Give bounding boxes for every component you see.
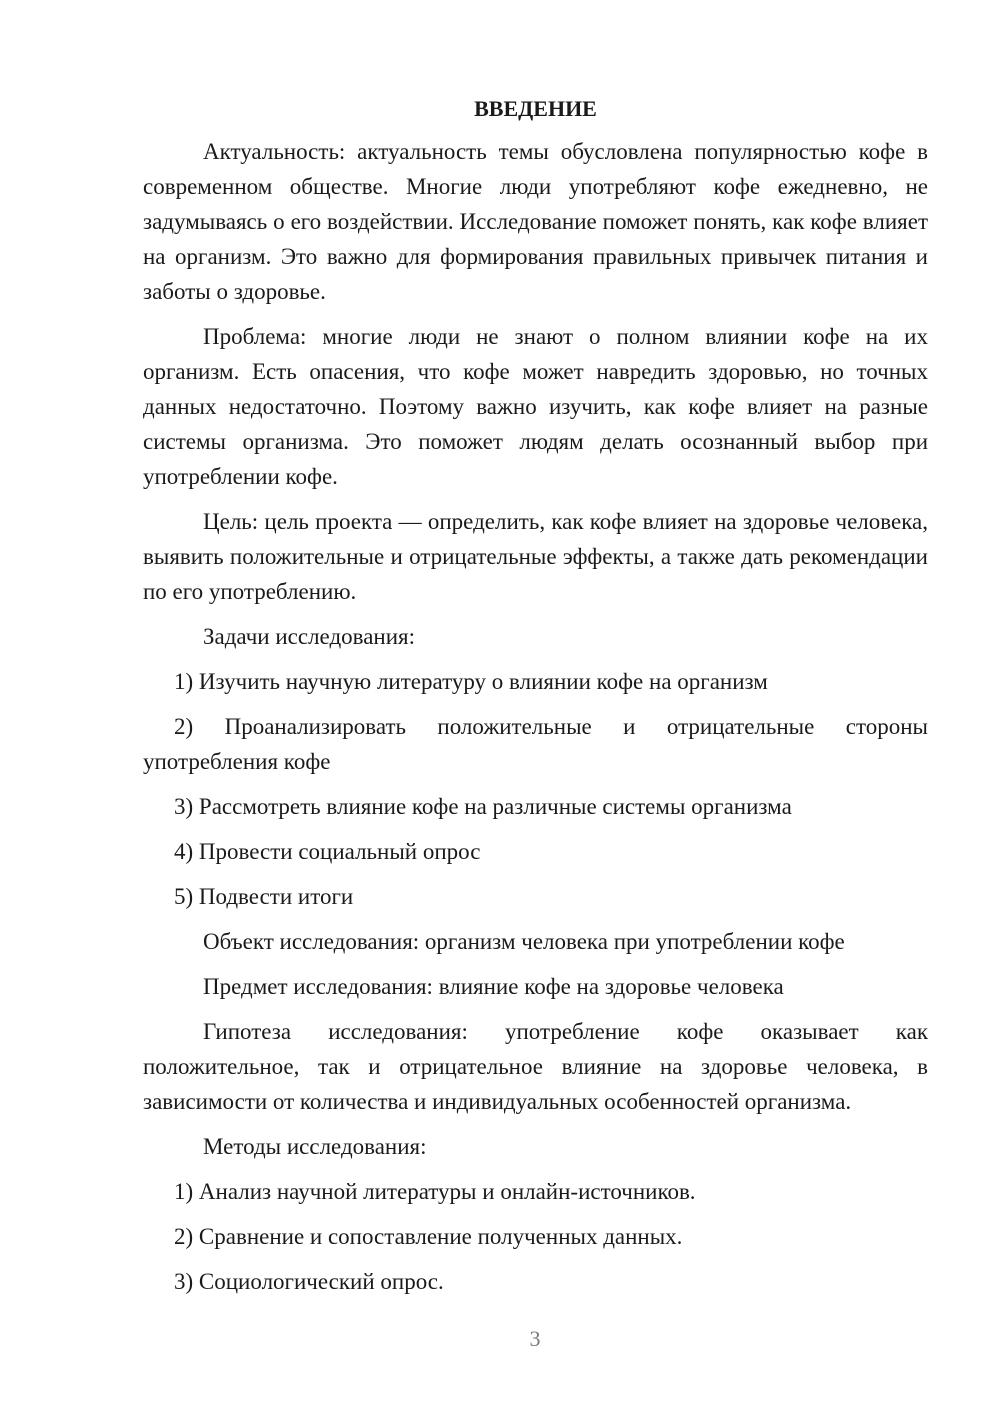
task-item: 1) Изучить научную литературу о влиянии кофе на организм [174,669,768,694]
tasks-heading: Задачи исследования: [203,624,416,649]
paragraph-goal: Цель: цель проекта — определить, как кофе влияет на здоровье человека, выявить положительные и отрицательные эффекты, а также дать рекомендации по его употреблению. [143,509,928,604]
task-item: 2) Проанализировать положительные и отрицательные стороны употребления кофе [143,714,928,774]
page-number: 3 [529,1326,541,1351]
method-item: 1) Анализ научной литературы и онлайн-источников. [174,1179,696,1204]
methods-heading: Методы исследования: [203,1134,427,1159]
method-item: 2) Сравнение и сопоставление полученных данных. [174,1224,683,1249]
task-item: 3) Рассмотреть влияние кофе на различные системы организма [174,794,792,819]
paragraph-relevance: Актуальность: актуальность темы обусловлена популярностью кофе в современном обществе. Многие люди употребляют кофе ежедневно, не задумываясь о его воздействии. Исследование поможет понять, как кофе влияет на организм. Это важно для формирования правильных привычек питания и заботы о здоровье. [143,139,928,304]
research-hypothesis: Гипотеза исследования: употребление кофе оказывает как положительное, так и отрицательное влияние на здоровье человека, в зависимости от количества и индивидуальных особенностей организма. [143,1019,928,1114]
task-item: 5) Подвести итоги [174,884,354,909]
research-subject: Предмет исследования: влияние кофе на здоровье человека [203,974,784,999]
paragraph-problem: Проблема: многие люди не знают о полном влиянии кофе на их организм. Есть опасения, что кофе может навредить здоровью, но точных данных недостаточно. Поэтому важно изучить, как кофе влияет на разные системы организма. Это поможет людям делать осознанный выбор при употреблении кофе. [143,324,928,489]
research-object: Объект исследования: организм человека при употреблении кофе [203,929,845,954]
document-page [143,92,928,1309]
section-title: ВВЕДЕНИЕ [474,96,597,121]
method-item: 3) Социологический опрос. [174,1269,444,1294]
task-item: 4) Провести социальный опрос [174,839,481,864]
